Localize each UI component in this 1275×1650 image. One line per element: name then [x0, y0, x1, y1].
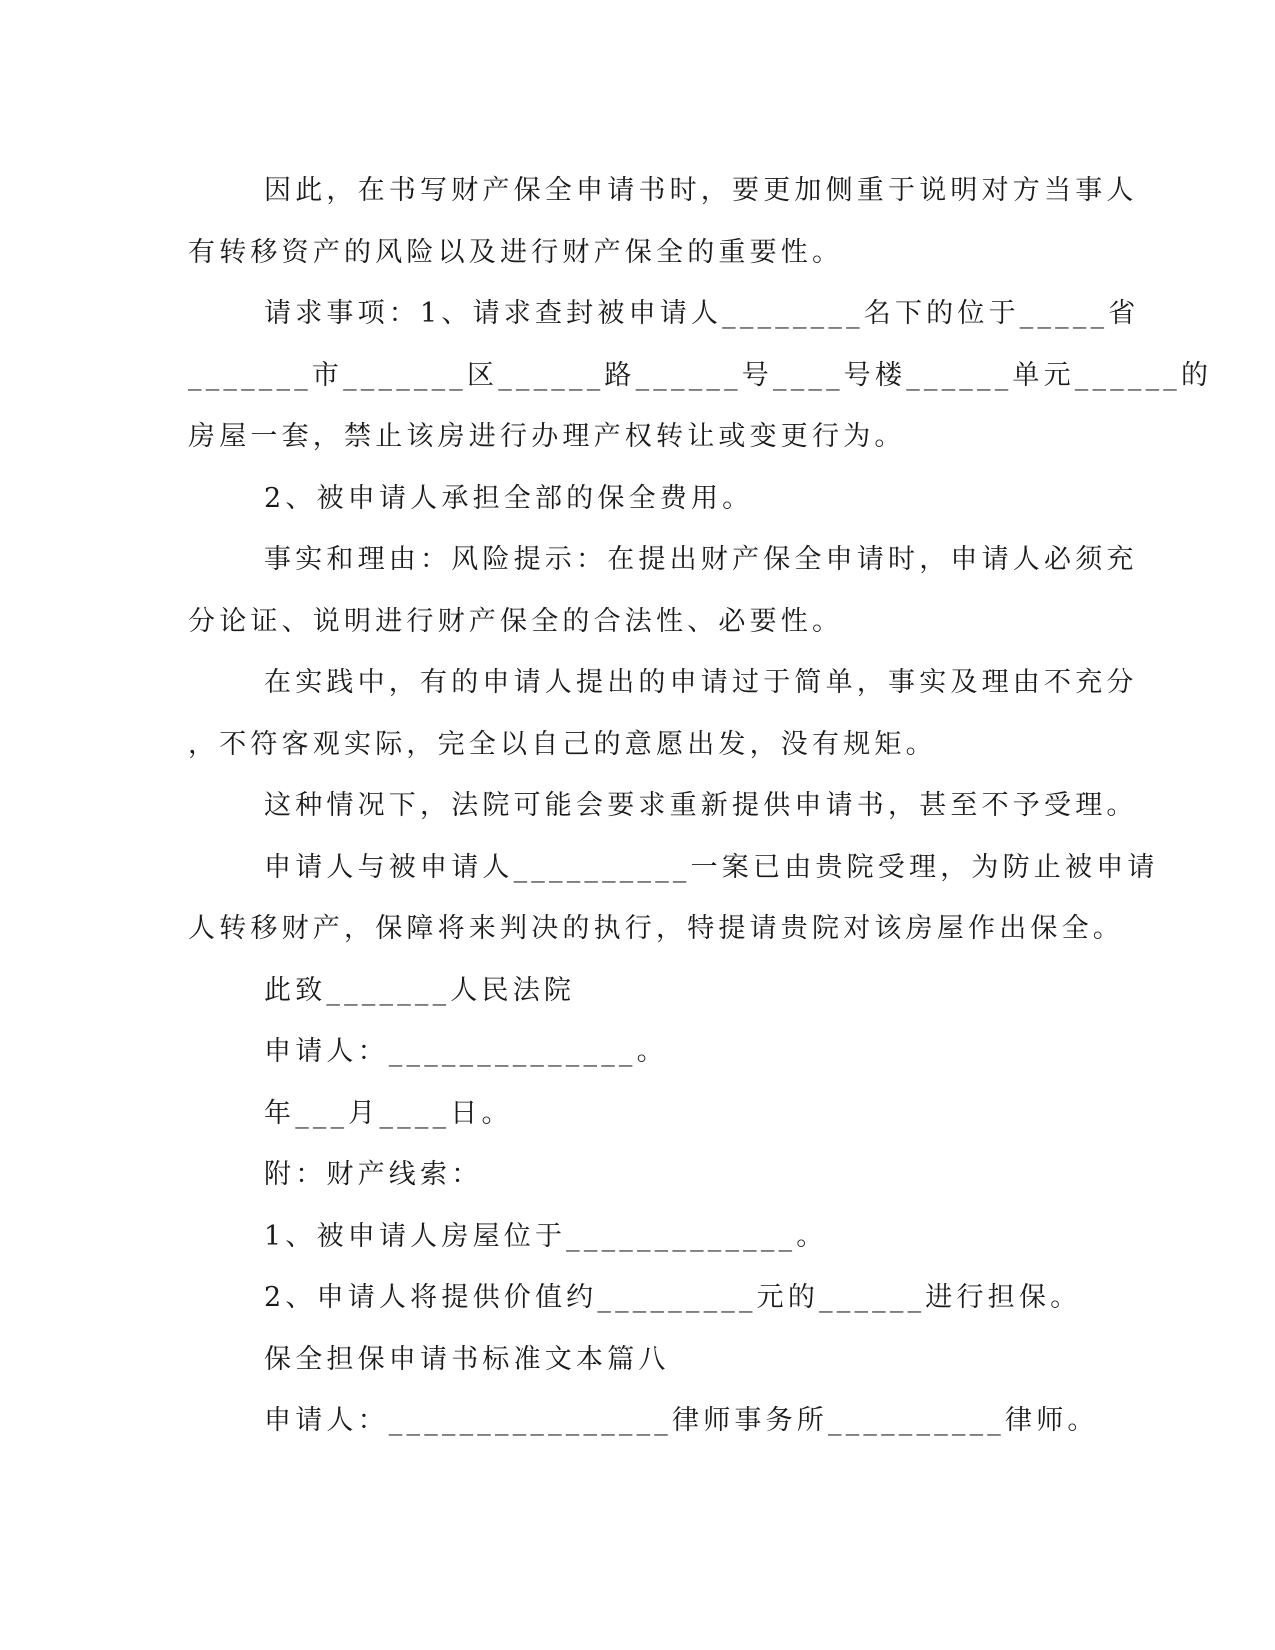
section-title: 保全担保申请书标准文本篇八 — [264, 1343, 670, 1375]
attachment-item-1: 1、被申请人房屋位于_____________。 — [264, 1220, 828, 1252]
salutation-line: 此致_______人民法院 — [264, 974, 576, 1006]
attachment-heading: 附：财产线索： — [264, 1159, 483, 1190]
applicant-lawyer-line: 申请人：________________律师事务所__________律师。 — [264, 1405, 1099, 1436]
paragraph-line: 人转移财产，保障将来判决的执行，特提请贵院对该房屋作出保全。 — [188, 913, 1124, 944]
facts-and-reasons-line: 事实和理由：风险提示：在提出财产保全申请时，申请人必须充 — [264, 544, 1138, 575]
paragraph-line: 因此，在书写财产保全申请书时，要更加侧重于说明对方当事人 — [264, 175, 1138, 206]
paragraph-line: 在实践中，有的申请人提出的申请过于简单，事实及理由不充分 — [264, 667, 1138, 698]
paragraph-line: 房屋一套，禁止该房进行办理产权转让或变更行为。 — [188, 421, 906, 452]
paragraph-line: 这种情况下，法院可能会要求重新提供申请书，甚至不予受理。 — [264, 790, 1138, 821]
request-item-2: 2、被申请人承担全部的保全费用。 — [264, 482, 754, 514]
document-page — [188, 160, 1213, 1452]
paragraph-line: ，不符客观实际，完全以自己的意愿出发，没有规矩。 — [188, 728, 937, 760]
request-items-line: 请求事项：1、请求查封被申请人________名下的位于_____省 — [264, 298, 1140, 329]
attachment-item-2: 2、申请人将提供价值约_________元的______进行担保。 — [264, 1282, 1082, 1313]
applicant-signature-line: 申请人：______________。 — [264, 1036, 668, 1067]
address-blank-line: _______市_______区______路______号____号楼______单元______的 — [188, 359, 1213, 391]
paragraph-line: 分论证、说明进行财产保全的合法性、必要性。 — [188, 605, 844, 637]
date-line: 年___月____日。 — [264, 1097, 513, 1129]
paragraph-line: 申请人与被申请人__________一案已由贵院受理，为防止被申请 — [264, 851, 1159, 883]
paragraph-line: 有转移资产的风险以及进行财产保全的重要性。 — [188, 236, 844, 268]
